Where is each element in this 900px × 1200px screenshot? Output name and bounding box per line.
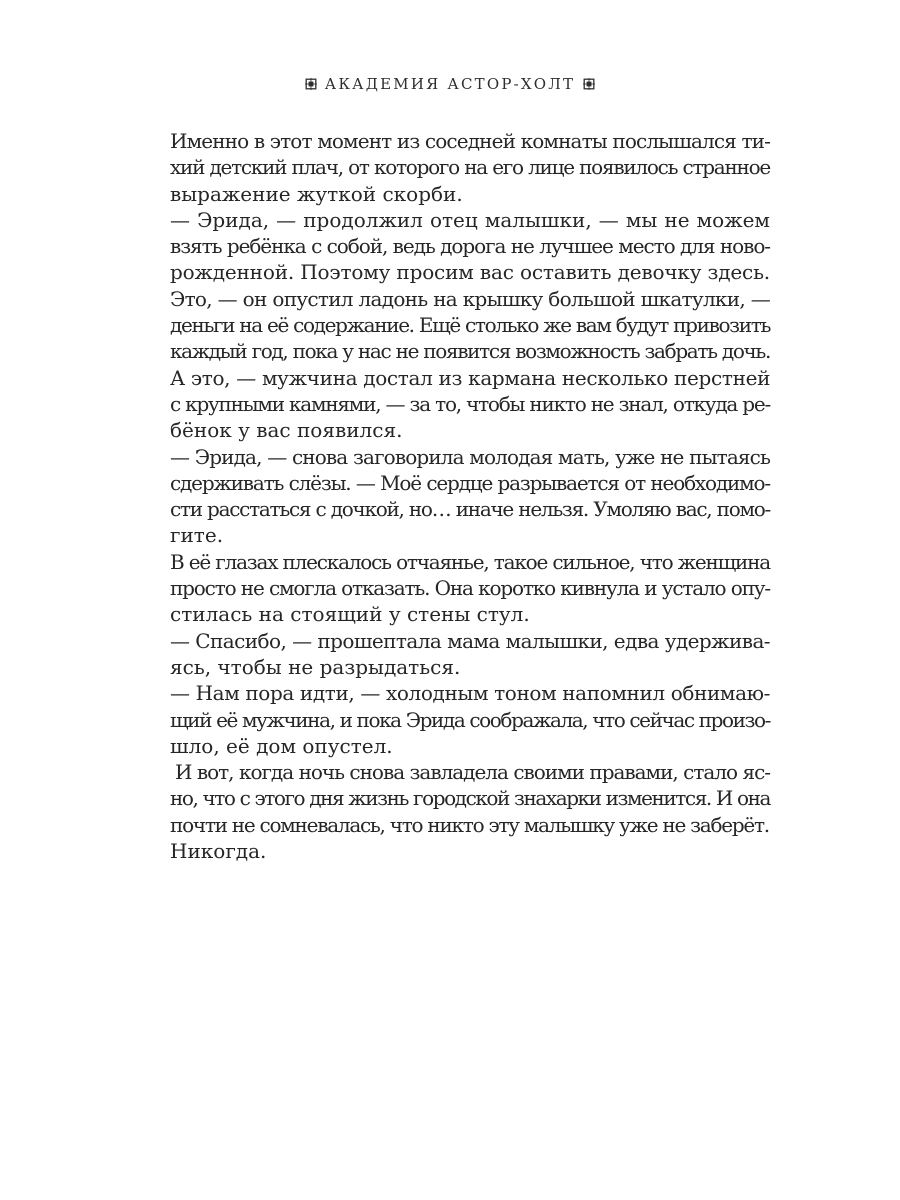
text-line: щий её мужчина, и пока Эрида соображала, что сейчас произо- <box>170 707 770 732</box>
text-line: сдерживать слёзы. — Моё сердце разрывается от необходимо- <box>170 470 770 495</box>
running-title: АКАДЕМИЯ АСТОР-ХОЛТ <box>324 75 576 93</box>
left-ornament-icon <box>305 78 317 90</box>
text-line: — Нам пора идти, — холодным тоном напомнил обнимаю- <box>170 681 771 706</box>
text-line: шло, её дом опустел. <box>170 733 393 758</box>
body-text <box>170 128 770 864</box>
text-line: сти расстаться с дочкой, но… иначе нельзя. Умоляю вас, помо- <box>170 497 770 522</box>
text-line: с крупными камнями, — за то, чтобы никто не знал, откуда ре- <box>170 391 770 416</box>
text-line: Это, — он опустил ладонь на крышку большой шкатулки, — <box>170 286 770 311</box>
text-line: ясь, чтобы не разрыдаться. <box>170 654 461 679</box>
text-line: взять ребёнка с собой, ведь дорога не лучшее место для ново- <box>170 234 770 259</box>
text-line: почти не сомневалась, что никто эту малышку уже не заберёт. <box>170 812 769 837</box>
text-line: Именно в этот момент из соседней комнаты послышался ти- <box>170 129 770 153</box>
text-line: но, что с этого дня жизнь городской знахарки изменится. И она <box>170 786 770 811</box>
text-line: стилась на стоящий у стены стул. <box>170 602 530 627</box>
text-line: просто не смогла отказать. Она коротко кивнула и устало опу- <box>170 576 770 601</box>
text-line: В её глазах плескалось отчаянье, такое сильное, что женщина <box>170 549 770 574</box>
text-line: деньги на её содержание. Ещё столько же вам будут привозить <box>170 313 770 338</box>
text-line: А это, — мужчина достал из кармана несколько перстней <box>170 365 771 390</box>
text-line: гите. <box>170 523 224 548</box>
text-line: бёнок у вас появился. <box>170 418 403 443</box>
text-line: Никогда. <box>170 839 267 864</box>
text-line: — Эрида, — снова заговорила молодая мать, уже не пытаясь <box>170 444 770 469</box>
text-line: выражение жуткой скорби. <box>170 181 463 206</box>
text-line: — Эрида, — продолжил отец малышки, — мы не можем <box>170 207 770 232</box>
text-line: хий детский плач, от которого на его лице появилось странное <box>170 155 770 180</box>
running-head <box>0 75 900 93</box>
text-line: каждый год, пока у нас не появится возможность забрать дочь. <box>170 339 770 364</box>
right-ornament-icon <box>583 78 595 90</box>
text-line: И вот, когда ночь снова завладела своими правами, стало яс- <box>175 760 770 785</box>
text-line: рожденной. Поэтому просим вас оставить девочку здесь. <box>170 260 770 285</box>
text-line: — Спасибо, — прошептала мама малышки, едва удержива- <box>170 628 770 653</box>
